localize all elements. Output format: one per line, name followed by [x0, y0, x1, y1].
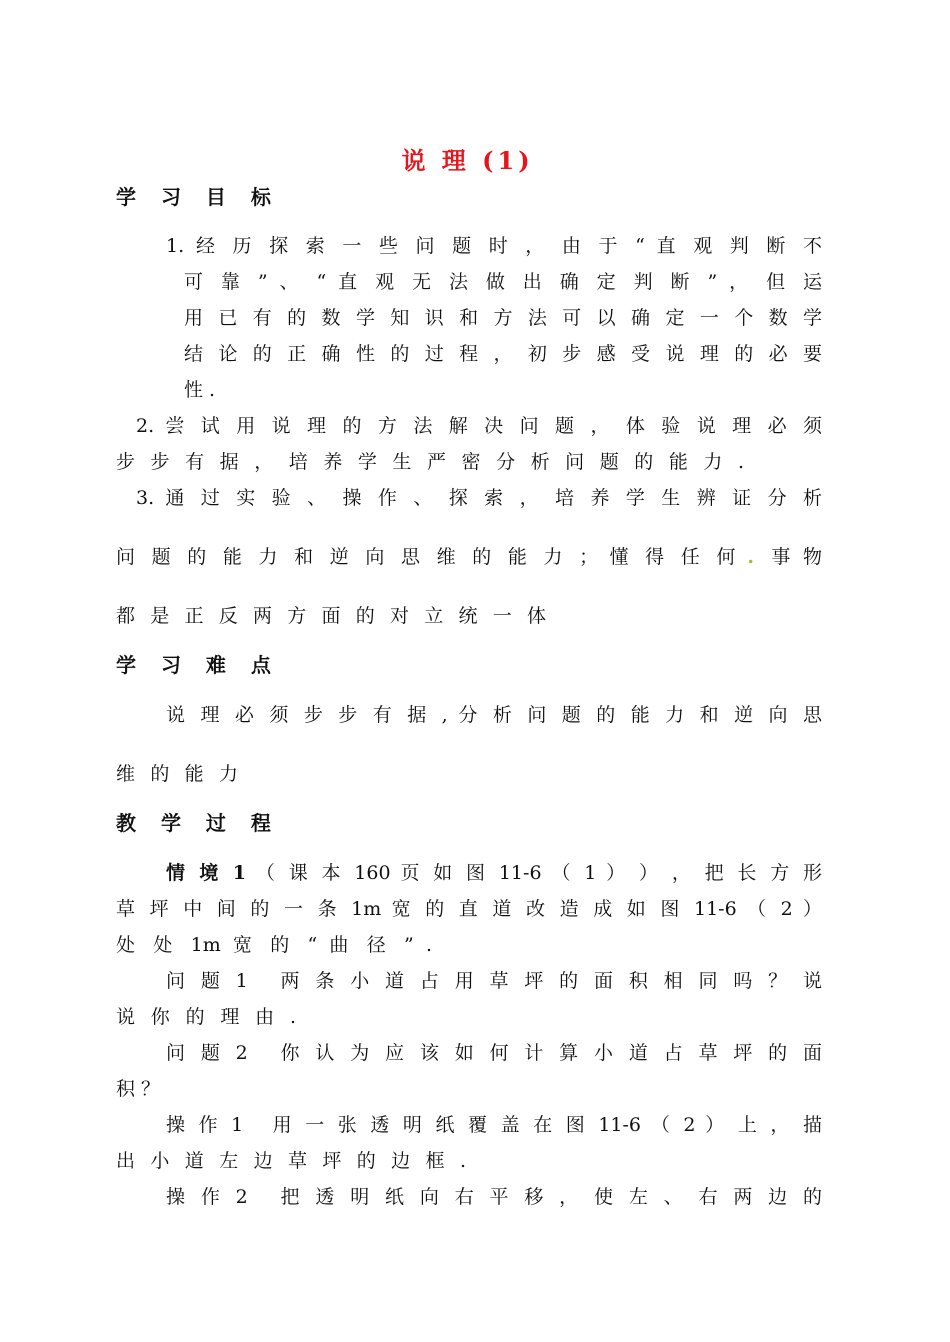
scene-label: 情 境 1 — [166, 862, 246, 884]
scene-line-2: 草 坪 中 间 的 一 条 1m 宽 的 直 道 改 造 成 如 图 11-6 （ 2 ） — [116, 898, 822, 920]
objective-1-line-4: 结 论 的 正 确 性 的 过 程 ， 初 步 感 受 说 理 的 必 要 — [184, 343, 822, 365]
scene-line-1-text: （ 课 本 160 页 如 图 11-6 （ 1 ） ） ， 把 长 方 形 — [246, 862, 822, 884]
objective-3-line-2-end: 事 物 — [762, 546, 822, 568]
question-2-line-1: 问 题 2 你 认 为 应 该 如 何 计 算 小 道 占 草 坪 的 面 — [166, 1042, 822, 1064]
objective-1-line-3: 用 已 有 的 数 学 知 识 和 方 法 可 以 确 定 一 个 数 学 — [184, 307, 822, 329]
operation-1-line-2: 出 小 道 左 边 草 坪 的 边 框 . — [116, 1150, 466, 1172]
question-2-line-2: 积 ？ — [116, 1078, 161, 1100]
objective-3-line-2 — [116, 545, 822, 569]
objective-3-line-2-text: 问 题 的 能 力 和 逆 向 思 维 的 能 力 ； 懂 得 任 何 — [116, 546, 742, 568]
difficulty-line-2: 维 的 能 力 — [116, 763, 238, 785]
section-heading-difficulty: 学 习 难 点 — [116, 653, 280, 677]
objective-2-line-1: 2. 尝 试 用 说 理 的 方 法 解 决 问 题 ， 体 验 说 理 必 须 — [136, 415, 822, 437]
objective-1-line-5: 性 . — [184, 379, 216, 401]
question-1-line-2: 说 你 的 理 由 . — [116, 1006, 296, 1028]
document-title: 说 理 (1) — [401, 146, 534, 175]
difficulty-line-1: 说 理 必 须 步 步 有 据 , 分 析 问 题 的 能 力 和 逆 向 思 — [166, 704, 822, 726]
question-1-line-1: 问 题 1 两 条 小 道 占 用 草 坪 的 面 积 相 同 吗 ？ 说 — [166, 970, 822, 992]
objective-1-line-2: 可 靠 ” 、 “ 直 观 无 法 做 出 确 定 判 断 ” ， 但 运 — [184, 271, 822, 293]
objective-3-line-1: 3. 通 过 实 验 、 操 作 、 探 索 ， 培 养 学 生 辨 证 分 析 — [136, 487, 822, 509]
objective-2-line-2: 步 步 有 据 ， 培 养 学 生 严 密 分 析 问 题 的 能 力 . — [116, 451, 744, 473]
objective-3-line-3: 都 是 正 反 两 方 面 的 对 立 统 一 体 — [116, 605, 546, 627]
scene-line-1 — [166, 861, 822, 885]
operation-2-line-1: 操 作 2 把 透 明 纸 向 右 平 移 ， 使 左 、 右 两 边 的 — [166, 1186, 822, 1208]
operation-1-line-1: 操 作 1 用 一 张 透 明 纸 覆 盖 在 图 11-6 （ 2 ） 上 ， 描 — [166, 1114, 822, 1136]
highlight-dot: . — [747, 546, 754, 568]
objective-1-line-1: 1. 经 历 探 索 一 些 问 题 时 ， 由 于 “ 直 观 判 断 不 — [166, 235, 822, 257]
scene-line-3: 处 处 1m 宽 的 “ 曲 径 ” . — [116, 934, 432, 956]
section-heading-objectives: 学 习 目 标 — [116, 185, 280, 209]
section-heading-process: 教 学 过 程 — [116, 811, 280, 835]
